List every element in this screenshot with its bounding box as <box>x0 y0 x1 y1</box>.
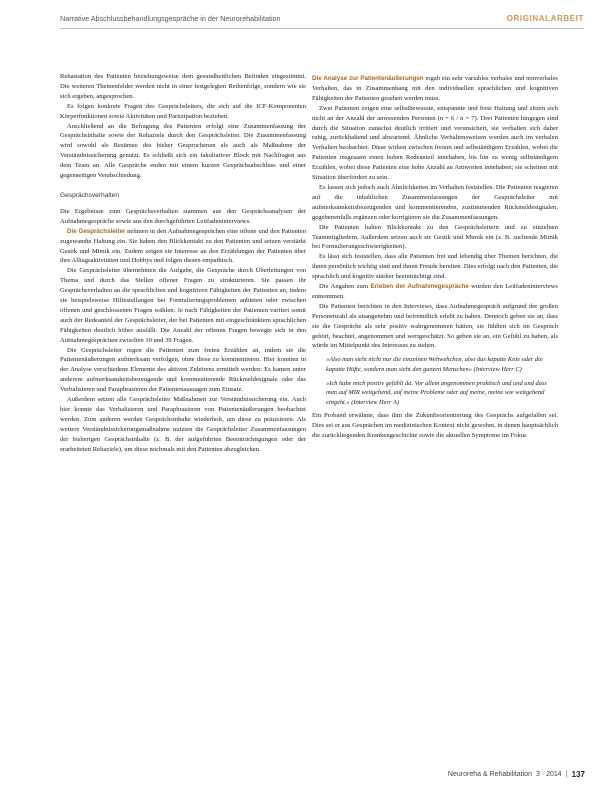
issue-number: 3 · 2014 <box>535 771 562 778</box>
page-number: 137 <box>571 770 585 779</box>
section-label: ORIGINALARBEIT <box>506 13 584 23</box>
quote-source: (Interview Herr C) <box>473 365 522 373</box>
highlight-term: Erleben der Aufnahmegespräche <box>370 283 469 291</box>
paragraph: Die Gesprächsleiter regen die Patienten zum freien Erzählen an, indem sie die Patientenäußerungen aufmerksam verfolgen, ohne diese zu kommentieren. Hier konnten in der Analyse verschiedene Elemente des aktiven Zuhörens ermittelt werden: Es kamen unter anderem aufmerksamkeitsbezeugende und kommentierende Rückmeldesignale oder das Verbalisieren und Paraphrasieren der Patientenaussagen zum Einsatz. <box>60 346 306 394</box>
journal-name: Neuroreha & Rehabilitation <box>447 771 532 778</box>
paragraph-text: nehmen in den Aufnahmegesprächen eine offene und den Patienten zugewandte Haltung ein. Sie haben den Blickkontakt zu den Patienten und setzen verstärkt Gestik und Mimik ein. Zudem zeigen sie Interesse an den Erzählungen der Patienten über ihre Alltagsaktivitäten und Hobbys und folgen diesen empathisch. <box>60 227 306 265</box>
paragraph <box>60 227 306 267</box>
quote-text: »Also man sieht nicht nur die einzelnen Wehwehchen, also das kaputte Knie oder die kaputte Hüfte, sondern man sieht den ganzen Menschen« <box>326 356 543 373</box>
right-column <box>312 74 558 441</box>
highlight-term: Die Gesprächsleiter <box>67 227 126 235</box>
highlight-term: Die Analyse zur Patientenäußerungen <box>312 75 424 82</box>
paragraph-text: wurden den Leitfadeninterviews entnommen. <box>312 283 558 300</box>
paragraph: Ein Proband erwähnte, dass ihm die Zukunftsorientierung des Gesprächs aufgefallen sei. Dies sei er aus Gesprächen im medizinischen Kontext nicht gewohnt, in denen hauptsächlich die zurückliegenden Krankengeschichte sowie die aktuellen Symptome im Fokus <box>312 412 558 440</box>
paragraph: Zwei Patienten zeigen eine selbstbewusste, entspannte und freie Haltung und sitzen sich nicht an der Anzahl der anwesenden Personen (n = 6 / n = 7). Drei Patienten hingegen sind durch die Situation zunächst deutlich irritiert und verunsichert, sie verhalten sich daher ruhig, zurückhaltend und abwartend. Ähnliche Verhaltensweisen wurden auch im verbalen Verhalten beobachtet. Diese wirken zwischen freiem und selbständigem Erzählen, wobei die Patienten insgesamt einen hohen Redeanteil innehaben, bis hin zu wenig selbständigem Erzählen, wobei diese Patienten eine hohe Anzahl an Antworten innehaben; sie scheinen mit Situation überfordert zu sein. <box>312 104 558 182</box>
section-heading: Gesprächsverhalten <box>60 191 120 199</box>
paragraph: Es lässt sich feststellen, dass alle Patienten frei und lebendig über Themen berichten, die ihnen persönlich wichtig sind und ihnen Freude bereiten. Dies erfolgt nach den Patienten, die sprachlich und kognitiv stärker beeinträchtigt sind. <box>312 253 558 281</box>
interview-quote <box>312 379 558 408</box>
paragraph: Die Gesprächsleiter übernehmen die Aufgabe, die Gespräche durch Überleitungen von Thema und durch das Stellen offener Fragen zu strukturieren. Sie passen ihr Gesprächsverhalten an die sprachlichen und kognitiven Fähigkeiten der Patienten an, indem sie beispielsweise Hilfestellungen bei Formulierungsproblemen anbieten oder zwischen offenen und geschlossenen Fragen wählen. Je nach Fähigkeiten der Patienten variiert somit auch der Redeanteil der Gesprächsleiter, der bei Patienten mit eingeschränktem sprachlichen Fähigkeiten deutlich höher ausfällt. Die Anzahl der offenen Fragen bewegte sich in den Aufnahmegesprächen zwischen 10 und 39 Fragen. <box>60 267 306 344</box>
paragraph: Außerdem setzen alle Gesprächsleiter Maßnahmen zur Verständnissicherung ein. Auch hier konnte das Verbalisieren und Paraphrasieren von Patientenäußerungen beobachtet werden. Zum anderen werden Gesprächsinhalte wiederholt, um diese zu präzisieren. Als weitere Verständnissicherungsmaßnahme nutzten die Gesprächsleiter Zusammenfassungen der bisherigen Gesprächsinhalte (z. B. der aufgeführten Beeinträchtigungen oder der erarbeiteten Rehaziele), um diese nochmals mit den Patienten abzugleichen. <box>60 396 306 453</box>
paragraph <box>312 74 558 104</box>
quote-text: »Ich habe mich positiv gefühlt da. Vor allem angenommen praktisch und und und dass man auf MIR weitgehend, auf meine Probleme oder auf meine, meine wie weitgehend eingeht.« <box>326 379 547 406</box>
paragraph-text: Die Angaben zum <box>319 283 371 291</box>
paragraph-text: ergab ein sehr variables verbales und nonverbales Verhalten, das in Zusammenhang mit den individuellen sprachlichen und kognitiven Fähigkeiten der Patienten gesehen werden muss. <box>312 75 558 102</box>
paragraph: Anschließend an die Befragung des Patienten erfolgt eine Zusammenfassung der Gesprächsinhalte sowie der Rehaziele durch den Gesprächsleiter. Die Zusammenfassung wird sowohl als Resümee des bisher Gesprochenen als auch als Maßnahme der Verständnissicherung genutzt. Es schließt sich ein fakultativer Block mit Nachfragen aus dem Team an. Alle Gespräche enden mit einem kurzen Gesprächsabschluss und einer gegenseitigen Verabschiedung. <box>60 122 306 180</box>
running-header <box>60 8 584 29</box>
quote-source: (Interview Herr A) <box>351 398 400 406</box>
paragraph: Die Ergebnisse zum Gesprächsverhalten stammen aus den Gesprächsanalysen der Aufnahmegespräche sowie aus den durchgeführten Leitfadeninterviews. <box>60 207 306 225</box>
footer-separator: | <box>565 771 568 778</box>
paragraph: Rehastation des Patienten beziehungsweise dem gesundheitlichen Befinden eingestimmt. Die weiteren Themenfelder werden nicht in einer festgelegten Reihenfolge, sondern wie sie sich ergeben, angesprochen. <box>60 73 306 100</box>
paragraph: Es lassen sich jedoch auch Ähnlichkeiten im Verhalten feststellen. Die Patienten reagieren auf die inhaltlichen Zusammenfassungen der Gesprächsleiter mit aufmerksamkeitsbezeugenden und kommentierenden, zustimmenden Rückmeldesignalen, gegebenenfalls ergänzen oder korrigieren sie die Zusammenfassungen. <box>312 183 558 221</box>
paragraph <box>312 282 558 302</box>
running-title: Narrative Abschlussbehandlungsgespräche in der Neurorehabilitation <box>60 13 281 23</box>
left-column <box>60 72 306 455</box>
paragraph: Die Patienten halten Blickkontakt zu den Gesprächsleitern und zu einzelnen Teammitgliedern. Außerdem setzen auch sie Gestik und Mimik ein (z. B. suchende Mimik bei Formulierungsschwierigkeiten). <box>312 223 558 251</box>
paragraph: Die Patienten berichten in den Interviews, dass Aufnahmegespräch aufgrund der großen Personenzahl als unangenehm und befremdlich erlebt zu haben. Dennoch geben sie an, dass sie die Gespräche als sehr positiv wahrgenommen hätten, sie fühlten sich im Gespräch gehört, beachtet, angenommen und wertgeschätzt. So geben sie an, ein Gefühl zu haben, als würde im Mittelpunkt des Interesses zu stehen. <box>312 302 558 350</box>
interview-quote <box>312 355 558 374</box>
paragraph: Es folgen konkrete Fragen des Gesprächsleiters, die sich auf die ICF-Komponenten Körperfunktionen sowie Aktivitäten und Partizipation beziehen. <box>60 102 306 120</box>
page-footer <box>448 770 585 779</box>
